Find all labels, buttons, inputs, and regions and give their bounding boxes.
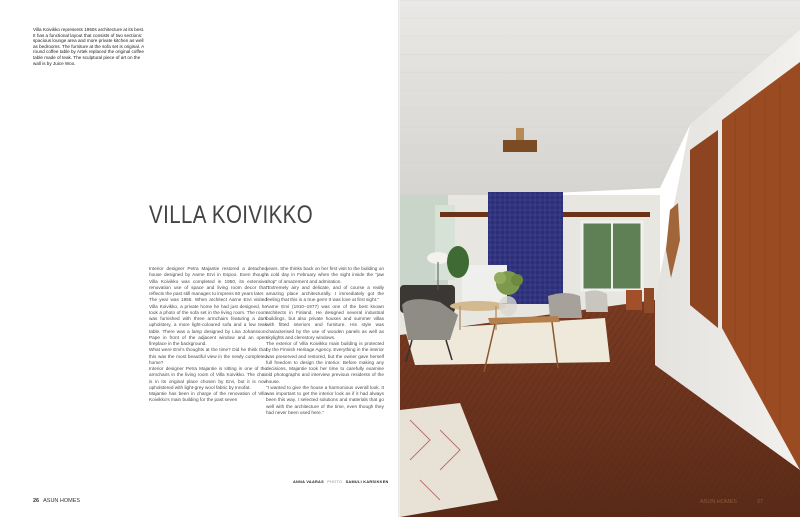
ceiling-lamp	[503, 140, 537, 152]
paragraph: "Extremely airy and delicate, and of course a really amazing place architecturally. I immediately got the feeling that this is a true gem! It was love at first sight."	[266, 284, 384, 303]
paragraph: Majantie has been in charge of the renovation of Villa Koivikko's main building for the past seven	[149, 391, 267, 403]
article-column-1	[149, 266, 267, 404]
chair	[626, 290, 642, 310]
plant	[447, 246, 469, 278]
credit-writer: ANNA VAARAS	[293, 480, 324, 484]
article-column-2	[266, 266, 384, 416]
paragraph: Interior designer Petra Majantie is sitting in one of the armchairs in the living room of Villa Koivikko. The chair is in its original place chosen by Ervi, but it is now upholstered with light-grey wool fabric by Innofat.	[149, 366, 267, 390]
paragraph: The exterior of Villa Koivikko main building is protected by the Finnish Heritage Agency. Everything in the interior was preserved and restored, but the owner gave herself full freedom to design the interior. Before making any decisions, Majantie took her time to carefully examine old photographs and interview previous residents of the house.	[266, 341, 384, 384]
glass-vase	[499, 296, 517, 316]
article-credits	[293, 480, 389, 484]
armchair-right	[548, 293, 582, 318]
paragraph: "I wanted to give the house a harmonious overall look. It was important to get the interior look as if it had always been this way. I selected solutions and materials that go well with the architecture of the time, even though they had never been used here."	[266, 384, 384, 415]
paragraph: What were Ervi's thoughts at the time? Did he think that this was the most beautiful view in the newly completed home?	[149, 347, 267, 365]
paragraph: The year was 1955. When architect Aarne Ervi visited Villa Koivikko, a private home he had just designed, he took a photo of the sofa set in the living room. The room was furnished with three armchairs featuring a dark upholstery, a more light-coloured sofa and a low teak table. There was a lamp designed by Lisa Johansson-Pape in front of the adjacent window and an open fireplace in the background.	[149, 297, 267, 346]
interior-photo	[400, 0, 800, 517]
paragraph: years. She thinks back on her first visit to the building on a cold day in February when the sight inside the "jaw drop" of amazement and admiration.	[266, 266, 384, 284]
page-number-right: 27	[757, 499, 764, 505]
paragraph: Interior designer Petra Majantie restored a detached house designed by Aarne Ervi in Espoo. Even though Villa Koivikko was completed in 1950, its extensive renovation use of space and living room decor that reflects the past still manages to impress 60 years later.	[149, 266, 267, 296]
right-page	[400, 0, 800, 517]
photo-caption: Villa Koivikko represents 1950s architecture at its best. It has a functional layout that consists of two sections: spacious lounge area and more private kitchen as well as bedrooms. The furniture at the sofa set is original. A round coffee table by Artek replaced the original coffee table made of teak. The sculptural piece of art on the wall is by Juice Woo.	[33, 27, 145, 66]
page-number-left: 26	[33, 498, 40, 504]
folio-left	[33, 498, 80, 504]
folio-section-right: ASUN HOMES	[700, 499, 737, 505]
wood-panel-small	[690, 130, 718, 328]
paragraph: Aarne Ervi (1910–1977) was one of the best known architects in Finland. He designed several industrial buildings, but also private houses and summer villas with fitted interiors and furniture. His style was characterised by the use of wooden panels as well as skylights and clerestory windows.	[266, 303, 384, 340]
article-title: VILLA KOIVIKKO	[149, 201, 314, 229]
folio-section-left: ASUN HOMES	[43, 498, 81, 504]
round-coffee-table	[450, 301, 506, 311]
credit-photo-label: PHOTO	[327, 480, 343, 484]
credit-photographer: SAMULI KARSIKKEN	[345, 480, 389, 484]
